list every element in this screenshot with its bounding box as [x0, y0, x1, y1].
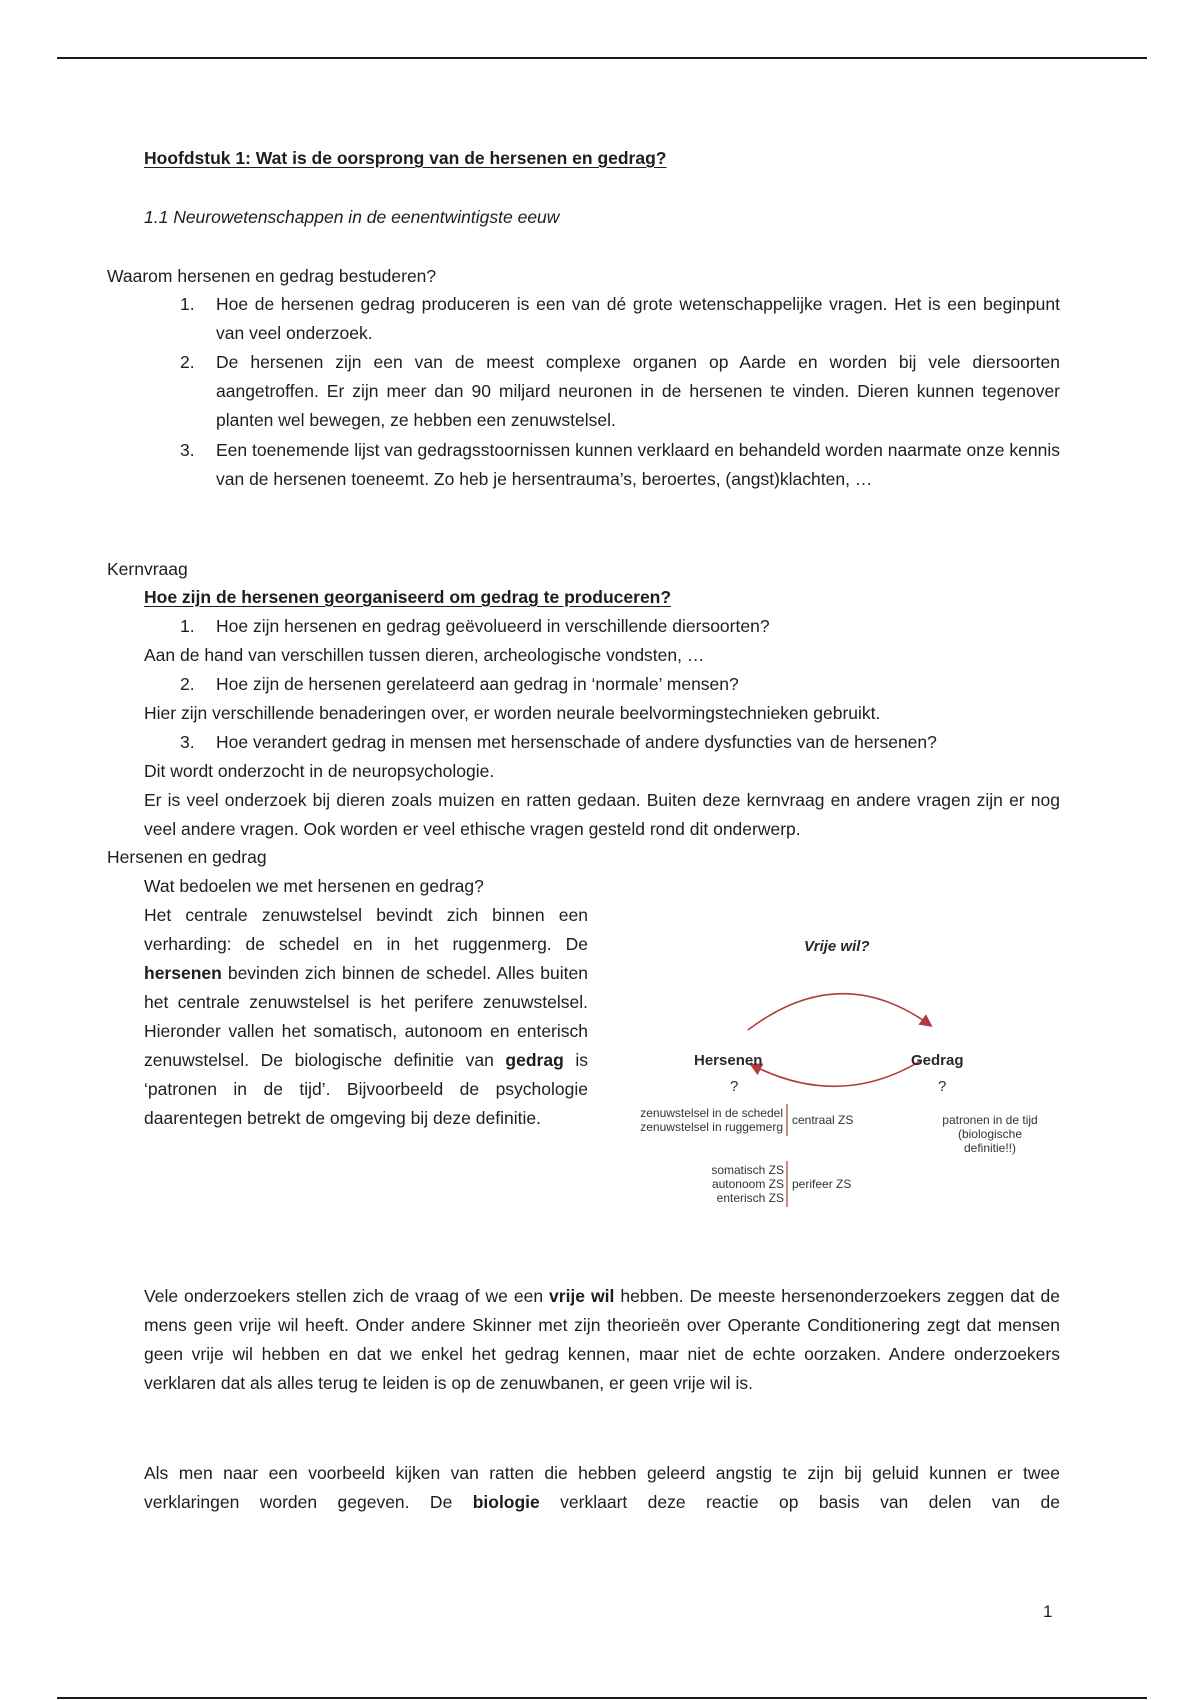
hersenen-node: Hersenen: [694, 1052, 763, 1069]
gedrag-question-mark: ?: [938, 1078, 947, 1095]
bold-term: biologie: [472, 1492, 540, 1512]
kern-paragraph: Er is veel onderzoek bij dieren zoals muizen en ratten gedaan. Buiten deze kernvraag en andere vragen zijn er nog veel andere vragen. Ook worden er veel ethische vragen gesteld rond dit onderwerp.: [144, 790, 1060, 839]
cz-lines: zenuwstelsel in de schedel zenuwstelsel in ruggemerg: [640, 1106, 783, 1134]
kern-note-3: Dit wordt onderzocht in de neuropsychologie.: [144, 761, 495, 781]
bold-term: hersenen: [144, 963, 222, 983]
bold-term: vrije wil: [549, 1286, 615, 1306]
list-text: Hoe de hersenen gedrag produceren is een van dé grote wetenschappelijke vragen. Het is een beginpunt van veel onderzoek.: [216, 294, 1060, 343]
vrije-wil-paragraph: Vele onderzoekers stellen zich de vraag of we een vrije wil hebben. De meeste hersenonderzoekers zeggen dat de mens geen vrije wil heeft. Onder andere Skinner met zijn theorieën over Operante Conditionering zegt dat mensen geen vrije wil hebben en dat we enkel het gedrag kennen, maar niet de echte oorzaken. Andere onderzoekers verklaren dat als alles terug te leiden is op de zenuwbanen, er geen vrije wil is.: [144, 1286, 1060, 1393]
list-text: Hoe zijn de hersenen gerelateerd aan gedrag in ‘normale’ mensen?: [216, 674, 739, 694]
list-text: Hoe verandert gedrag in mensen met hersenschade of andere dysfuncties van de hersenen?: [216, 732, 937, 752]
vrije-wil-diagram: [600, 900, 1060, 1230]
list-number: 2.: [180, 352, 195, 372]
list-text: Hoe zijn hersenen en gedrag geëvolueerd in verschillende diersoorten?: [216, 616, 770, 636]
bold-term: gedrag: [505, 1050, 564, 1070]
gedrag-node: Gedrag: [911, 1052, 964, 1069]
hersenen-question-mark: ?: [730, 1078, 739, 1095]
kern-item-3: [180, 728, 937, 757]
list-text: Een toenemende lijst van gedragsstoornissen kunnen verklaard en behandeld worden naarmate onze kennis van de hersenen toeneemt. Zo heb je hersentrauma’s, beroertes, (angst)klachten, …: [216, 440, 1060, 489]
chapter-title: Hoofdstuk 1: Wat is de oorsprong van de hersenen en gedrag?: [144, 148, 667, 168]
header-rule: [57, 57, 1147, 59]
footer-rule: [57, 1697, 1147, 1699]
cz-bracket: [786, 1104, 788, 1136]
kern-note-1: Aan de hand van verschillen tussen dieren, archeologische vondsten, …: [144, 645, 705, 665]
list-text: De hersenen zijn een van de meest complexe organen op Aarde en worden bij vele diersoorten aangetroffen. Er zijn meer dan 90 miljard neuronen in de hersenen te vinden. Dieren kunnen tegenover planten wel bewegen, ze hebben een zenuwstelsel.: [216, 352, 1060, 430]
pz-lines: somatisch ZS autonoom ZS enterisch ZS: [711, 1163, 784, 1205]
kern-item-2: [180, 670, 739, 699]
diagram-title: Vrije wil?: [804, 938, 870, 955]
list-number: 1.: [180, 616, 195, 636]
kernvraag-heading: Kernvraag: [107, 559, 188, 579]
hg-paragraph: Het centrale zenuwstelsel bevindt zich binnen een verharding: de schedel en in het ruggenmerg. De hersenen bevinden zich binnen de schedel. Alles buiten het centrale zenuwstelsel is het perifere zenuwstelsel. Hieronder vallen het somatisch, autonoom en enterisch zenuwstelsel. De biologische definitie van gedrag is ‘patronen in de tijd’. Bijvoorbeeld de psychologie daarentegen betrekt de omgeving bij deze definitie.: [144, 905, 588, 1128]
pz-label: perifeer ZS: [792, 1177, 852, 1191]
gedrag-definition: patronen in de tijd (biologische definitie!!): [942, 1113, 1038, 1155]
pz-bracket: [786, 1161, 788, 1207]
hg-heading: Hersenen en gedrag: [107, 847, 267, 867]
section-title: 1.1 Neurowetenschappen in de eenentwintigste eeuw: [144, 207, 560, 227]
kern-note-2: Hier zijn verschillende benaderingen over, er worden neurale beelvormingstechnieken gebruikt.: [144, 703, 881, 723]
list-number: 2.: [180, 674, 195, 694]
list-number: 3.: [180, 732, 195, 752]
why-heading: Waarom hersenen en gedrag bestuderen?: [107, 266, 437, 286]
list-number: 3.: [180, 440, 195, 460]
kernvraag-question: Hoe zijn de hersenen georganiseerd om gedrag te produceren?: [144, 587, 672, 607]
ratten-paragraph: Als men naar een voorbeeld kijken van ratten die hebben geleerd angstig te zijn bij geluid kunnen er twee verklaringen worden gegeven. De biologie verklaart deze reactie op basis van delen van de: [144, 1463, 1060, 1512]
kern-item-1: [180, 612, 770, 641]
cz-label: centraal ZS: [792, 1113, 854, 1127]
hg-question: Wat bedoelen we met hersenen en gedrag?: [144, 876, 484, 896]
page-number: 1: [1043, 1602, 1053, 1621]
list-number: 1.: [180, 294, 195, 314]
